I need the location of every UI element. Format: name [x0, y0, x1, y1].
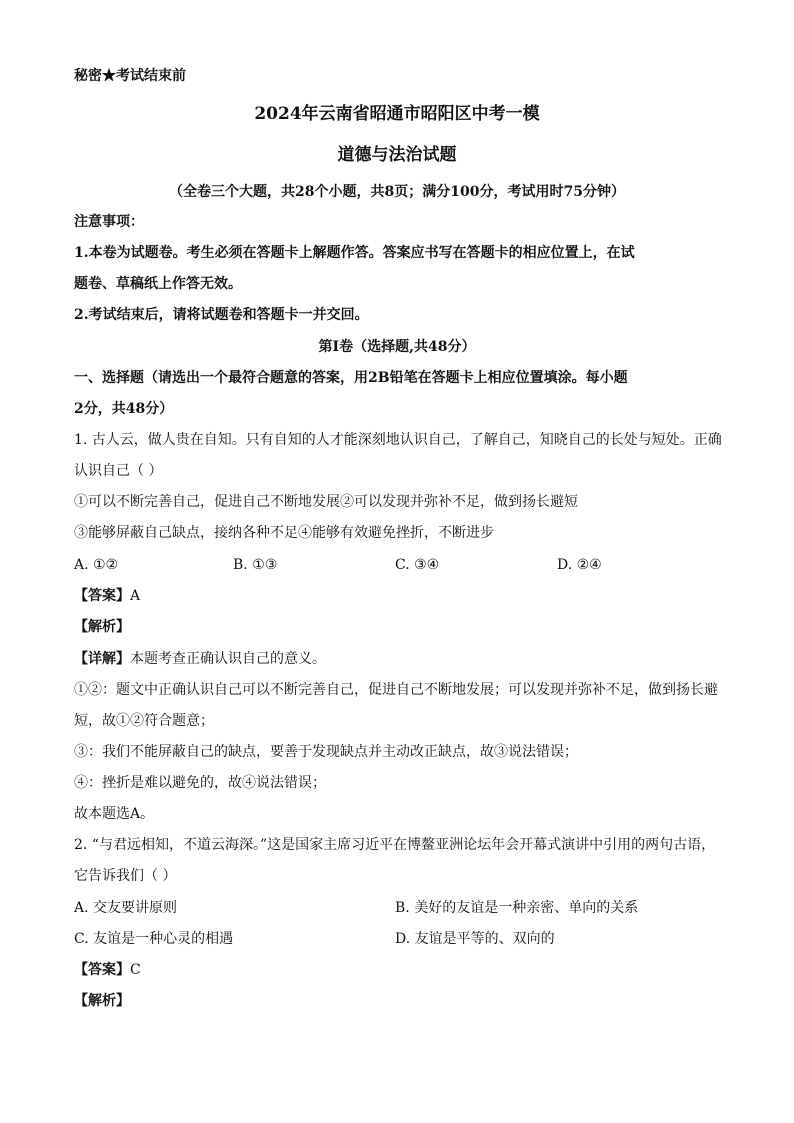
exam-subtitle: 道德与法治试题 [337, 145, 457, 165]
q2-answer-tag: 【答案】 [74, 962, 130, 978]
q2-answer-value: C [130, 962, 141, 978]
q1-statements-line-1: ①可以不断完善自己，促进自己不断地发展②可以发现并弥补不足，做到扬长避短 [74, 494, 578, 510]
q1-option-c: C. ③④ [395, 557, 440, 573]
q1-detail-text: 本题考查正确认识自己的意义。 [130, 651, 326, 667]
q2-option-a: A. 交友要讲原则 [74, 900, 178, 916]
q1-answer-tag: 【答案】 [74, 588, 130, 604]
q2-stem-line-1: 2. “与君远相知，不道云海深。”这是国家主席习近平在博鳌亚洲论坛年会开幕式演讲中引用的两句古语， [74, 837, 716, 853]
notes-item-1-line-2: 题卷、草稿纸上作答无效。 [74, 276, 242, 292]
q1-explanation-1-line-1: ①②：题文中正确认识自己可以不断完善自己，促进自己不断地发展；可以发现并弥补不足，做到扬长避 [74, 682, 718, 698]
section-heading-line-2: 2分，共48分） [74, 401, 174, 417]
q1-option-a: A. ①② [74, 557, 119, 573]
part-heading: 第Ⅰ卷（选择题,共48分） [318, 339, 476, 355]
q2-option-c: C. 友谊是一种心灵的相遇 [74, 931, 234, 947]
q2-option-d: D. 友谊是平等的、双向的 [395, 931, 555, 947]
secret-label: 秘密★考试结束前 [74, 68, 186, 84]
exam-title: 2024年云南省昭通市昭阳区中考一模 [254, 104, 540, 124]
q1-explanation-2: ③：我们不能屏蔽自己的缺点，要善于发现缺点并主动改正缺点，故③说法错误； [74, 744, 578, 760]
q2-option-b: B. 美好的友谊是一种亲密、单向的关系 [395, 900, 639, 916]
q1-detail [74, 649, 326, 669]
q1-stem-line-1: 1. 古人云，做人贵在自知。只有自知的人才能深刻地认识自己，了解自己，知晓自己的长处与短处。正确 [74, 432, 722, 448]
q2-stem-line-2: 它告诉我们（ ） [74, 868, 177, 884]
q1-stem-line-2: 认识自己（ ） [74, 463, 163, 479]
q1-detail-tag: 【详解】 [74, 651, 130, 667]
section-heading-line-1: 一、选择题（请选出一个最符合题意的答案，用2B铅笔在答题卡上相应位置填涂。每小题 [74, 370, 628, 386]
q1-answer [74, 586, 140, 606]
q1-explanation-3: ④：挫折是难以避免的，故④说法错误； [74, 775, 326, 791]
exam-info: （全卷三个大题，共28个小题，共8页；满分100分，考试用时75分钟） [169, 184, 625, 200]
q1-answer-value: A [130, 588, 141, 604]
q1-explanation-1-line-2: 短，故①②符合题意； [74, 713, 214, 729]
q2-analysis-tag: 【解析】 [74, 993, 130, 1009]
q1-option-d: D. ②④ [557, 557, 602, 573]
notes-heading: 注意事项： [74, 214, 144, 230]
q2-answer [74, 960, 141, 980]
q1-option-b: B. ①③ [233, 557, 278, 573]
q1-conclusion: 故本题选A。 [74, 806, 155, 822]
notes-item-2: 2.考试结束后，请将试题卷和答题卡一并交回。 [74, 307, 369, 323]
notes-item-1-line-1: 1.本卷为试题卷。考生必须在答题卡上解题作答。答案应书写在答题卡的相应位置上，在试 [74, 245, 635, 261]
q1-analysis-tag: 【解析】 [74, 619, 130, 635]
q1-statements-line-2: ③能够屏蔽自己缺点，接纳各种不足④能够有效避免挫折，不断进步 [74, 525, 494, 541]
